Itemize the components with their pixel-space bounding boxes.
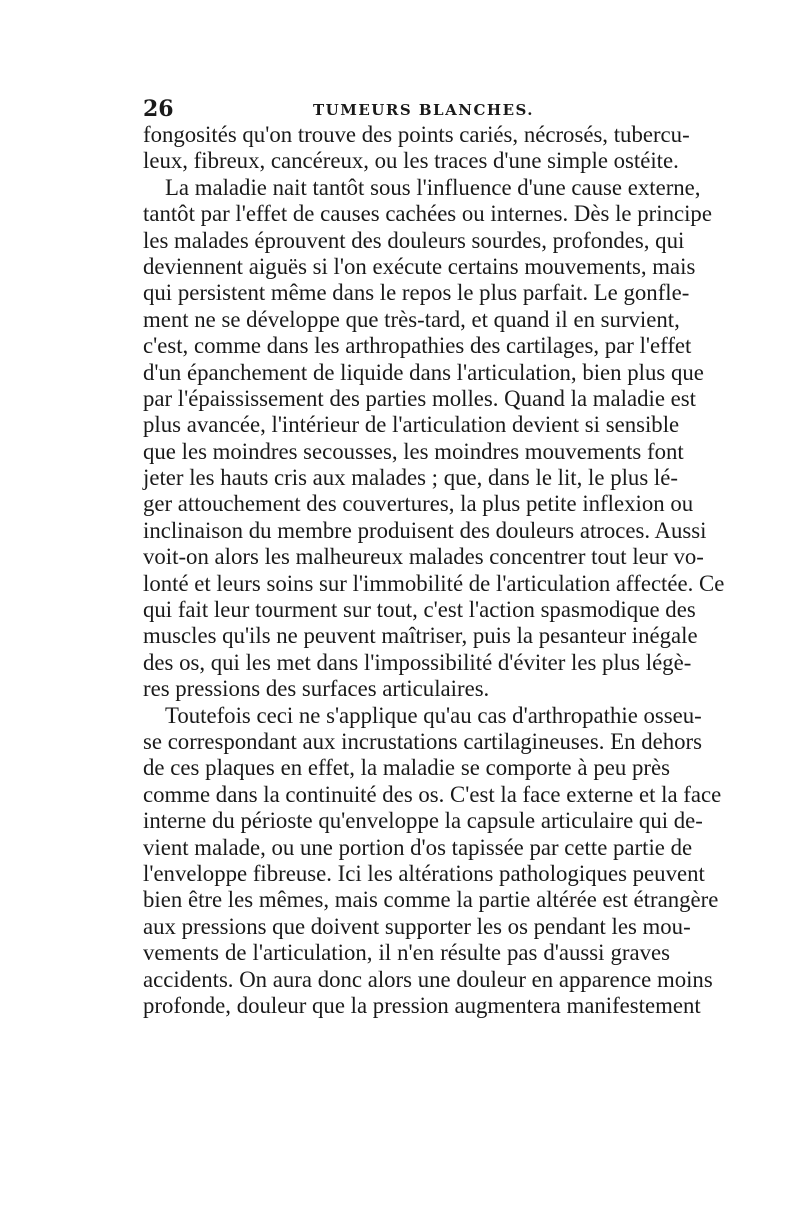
text-line: Toutefois ceci ne s'applique qu'au cas d'arthropathie osseu- <box>165 702 702 728</box>
text-line: l'enveloppe fibreuse. Ici les altérations pathologiques peuvent <box>143 860 705 886</box>
text-line: c'est, comme dans les arthropathies des cartilages, par l'effet <box>143 333 692 359</box>
text-line: tantôt par l'effet de causes cachées ou internes. Dès le principe <box>143 201 712 227</box>
text-line: interne du périoste qu'enveloppe la capsule articulaire qui de- <box>143 808 703 834</box>
text-line: lonté et leurs soins sur l'immobilité de l'articulation affectée. Ce <box>143 570 725 596</box>
text-line: profonde, douleur que la pression augmentera manifestement <box>143 992 701 1018</box>
text-line: se correspondant aux incrustations cartilagineuses. En dehors <box>143 728 702 754</box>
text-line: accidents. On aura donc alors une douleur en apparence moins <box>143 966 713 992</box>
text-line: La maladie nait tantôt sous l'influence d'une cause externe, <box>165 174 701 200</box>
text-line: des os, qui les met dans l'impossibilité d'éviter les plus légè- <box>143 649 692 675</box>
body-text <box>143 122 725 1019</box>
text-line: plus avancée, l'intérieur de l'articulation devient si sensible <box>143 412 680 438</box>
text-line: fongosités qu'on trouve des points cariés, nécrosés, tubercu- <box>143 122 690 147</box>
text-line: vements de l'articulation, il n'en résulte pas d'aussi graves <box>143 940 670 966</box>
text-line: qui fait leur tourment sur tout, c'est l'action spasmodique des <box>143 597 696 623</box>
text-line: les malades éprouvent des douleurs sourdes, profondes, qui <box>143 227 685 253</box>
text-line: inclinaison du membre produisent des douleurs atroces. Aussi <box>143 517 707 543</box>
page-header <box>143 96 668 124</box>
text-line: d'un épanchement de liquide dans l'articulation, bien plus que <box>143 359 704 385</box>
text-line: qui persistent même dans le repos le plus parfait. Le gonfle- <box>143 280 690 306</box>
text-line: voit-on alors les malheureux malades concentrer tout leur vo- <box>143 544 704 570</box>
text-line: que les moindres secousses, les moindres mouvements font <box>143 438 684 464</box>
text-line: muscles qu'ils ne peuvent maîtriser, puis la pesanteur inégale <box>143 623 698 649</box>
text-line: bien être les mêmes, mais comme la partie altérée est étrangère <box>143 887 719 913</box>
text-line: ment ne se développe que très-tard, et quand il en survient, <box>143 306 680 332</box>
page-number: 26 <box>143 96 174 122</box>
text-line: comme dans la continuité des os. C'est la face externe et la face <box>143 781 722 807</box>
text-line: deviennent aiguës si l'on exécute certains mouvements, mais <box>143 253 696 279</box>
text-line: de ces plaques en effet, la maladie se comporte à peu près <box>143 755 670 781</box>
text-line: leux, fibreux, cancéreux, ou les traces d'une simple ostéite. <box>143 148 679 174</box>
text-line: ger attouchement des couvertures, la plus petite inflexion ou <box>143 491 694 517</box>
running-title: TUMEURS BLANCHES. <box>313 101 535 119</box>
text-line: aux pressions que doivent supporter les os pendant les mou- <box>143 913 691 939</box>
text-line: vient malade, ou une portion d'os tapissée par cette partie de <box>143 834 693 860</box>
text-line: jeter les hauts cris aux malades ; que, dans le lit, le plus lé- <box>143 465 678 491</box>
text-line: res pressions des surfaces articulaires. <box>143 676 490 702</box>
text-line: par l'épaississement des parties molles. Quand la maladie est <box>143 385 696 411</box>
